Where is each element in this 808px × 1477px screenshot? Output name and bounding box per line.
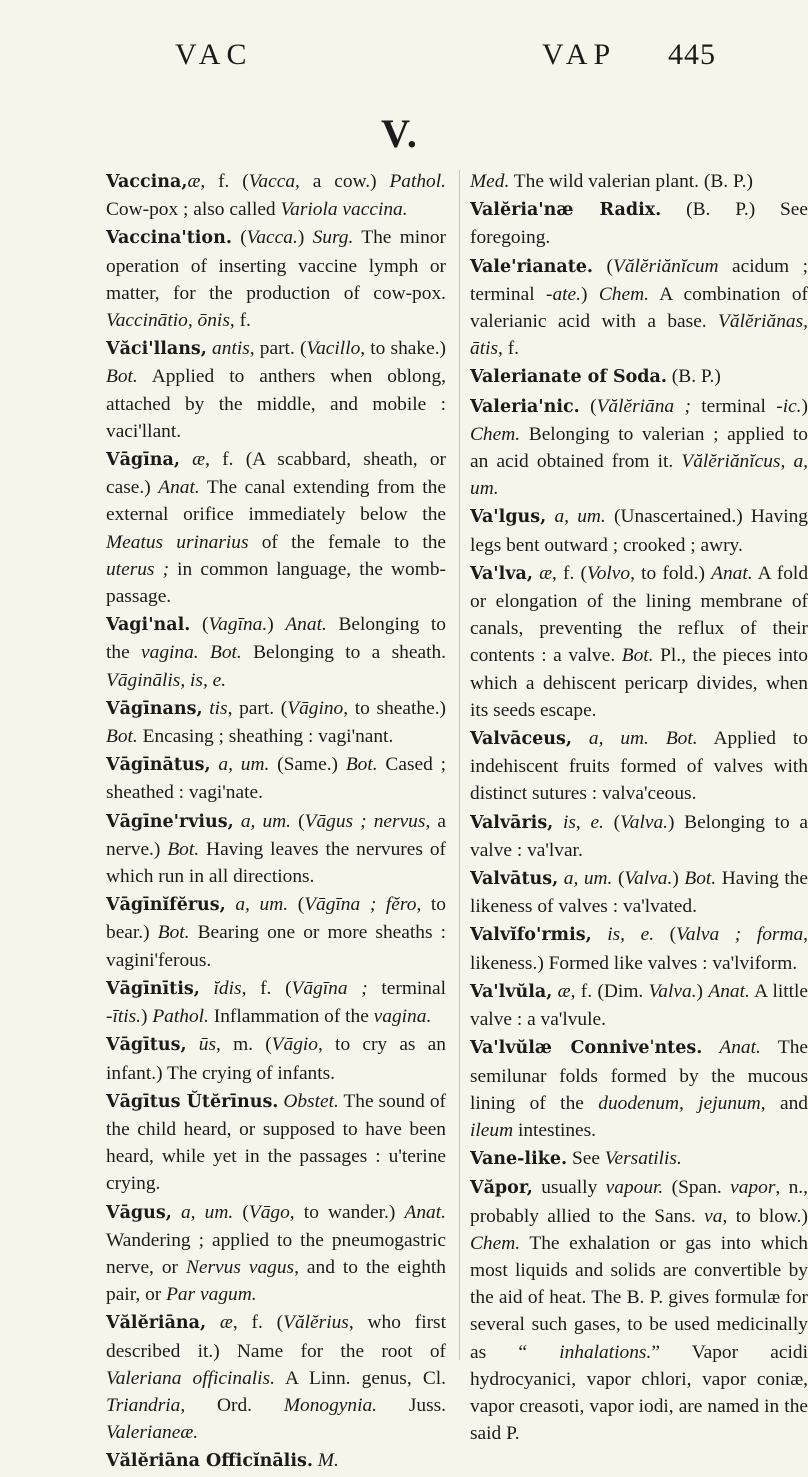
entry-italic-text: ĭdis [199, 977, 242, 999]
dictionary-entry-va-lv-l-connive-ntes [470, 1034, 808, 1144]
dictionary-entry-va-lgus [470, 503, 808, 558]
entry-text: (Same.) [269, 754, 346, 776]
entry-text: ( [579, 395, 597, 417]
entry-text: , m. ( [216, 1034, 272, 1056]
entry-italic-text: -ītis. [106, 1006, 142, 1028]
left-column [106, 168, 446, 1477]
entry-italic-text: a, um. [233, 810, 292, 832]
dictionary-entry-v-por [470, 1174, 808, 1447]
entry-text: (Span. [663, 1177, 731, 1199]
entry-italic-text: Med. [470, 171, 510, 192]
entry-text: ( [233, 1201, 249, 1223]
entry-text: , part. ( [249, 338, 307, 360]
entry-italic-text: Par vagum. [166, 1284, 257, 1306]
entry-italic-text: -ic. [776, 395, 802, 417]
entry-headword: Va'lvŭla, [470, 981, 553, 1002]
entry-headword: Vale'rianate. [470, 256, 594, 277]
entry-italic-text: æ [187, 171, 201, 192]
entry-italic-text: Monogynia. [283, 1394, 378, 1416]
entry-italic-text: a, um. [171, 1201, 234, 1223]
entry-text: , f. ( [552, 562, 587, 584]
entry-text: The wild valerian plant. (B. P.) [509, 171, 753, 192]
running-head [0, 38, 800, 78]
entry-italic-text: Anat. [285, 614, 327, 636]
entry-italic-text: Vāgio [271, 1034, 318, 1056]
entry-italic-text: Surg. [312, 227, 354, 249]
entry-italic-text: vagina. Bot. [141, 642, 242, 664]
entry-text: Inflammation of the [208, 1006, 374, 1028]
entry-headword: Va'lvŭlæ Conniveˈntes. [470, 1038, 703, 1059]
entry-italic-text: Valva. [648, 980, 697, 1002]
entry-italic-text: Bot. [106, 726, 138, 748]
entry-italic-text: Obstet. [278, 1090, 339, 1112]
entry-italic-text: Vacca. [246, 227, 298, 249]
entry-text: , f. (A scabbard, sheath, or case.) [106, 449, 447, 499]
entry-italic-text: Bot. [621, 645, 654, 667]
entry-headword: Valĕria'næ Radix. [470, 200, 662, 221]
entry-headword: Vāgus, [106, 1202, 172, 1223]
entry-text: ( [603, 811, 621, 833]
entry-text: (Unascertained.) Having legs bent outward ; crooked ; awry. [470, 506, 808, 556]
entry-text: ) [696, 980, 709, 1002]
entry-text: , to blow.) [722, 1205, 808, 1227]
entry-text: ) [801, 395, 808, 417]
dictionary-entry-v-g-n-tis [106, 975, 446, 1030]
entry-headword: Vălĕriāna, [106, 1313, 207, 1334]
entry-text: ( [288, 894, 305, 916]
entry-text: Pl., the pieces into which a dehiscent pericarp divides, when its seeds escape. [470, 645, 808, 721]
entry-text: ( [612, 868, 625, 890]
dictionary-entry-vaccina [106, 168, 446, 223]
entry-italic-text: Vāgus ; nervus [304, 810, 426, 832]
entry-italic-text: a, um. [210, 754, 270, 776]
entry-headword: Vāgītus Ŭtĕrīnus. [106, 1091, 279, 1112]
entry-italic-text: Volvo [587, 562, 631, 584]
entry-italic-text: Bot. [345, 754, 378, 776]
entry-text: Applied to anthers when oblong, attached by the middle, and mobile : vaci'llant. [106, 366, 446, 442]
entry-headword: Vāgītus, [106, 1035, 187, 1056]
entry-italic-text: Valva. [620, 811, 668, 833]
entry-italic-text: Vălĕriănĭcum [612, 255, 719, 277]
entry-italic-text: vapour. [605, 1177, 664, 1199]
entry-text: Having leaves the nervures of which run in all directions. [106, 838, 447, 888]
entry-text: , a cow.) [295, 171, 390, 192]
entry-text: Bearing one or more sheaths : vagini'ferous. [106, 922, 446, 971]
dictionary-entry-valerianate-of-soda [470, 363, 808, 391]
entry-italic-text: Anat. [702, 1037, 761, 1059]
entry-text: ( [231, 227, 247, 249]
dictionary-entry-v-g-ne-rvius [106, 808, 446, 891]
dictionary-entry-valv-fo-rmis [470, 921, 808, 976]
right-column [470, 168, 808, 1448]
entry-text: , Ord. [180, 1394, 284, 1416]
entry-text: See [567, 1148, 605, 1170]
entry-italic-text: æ [552, 980, 571, 1002]
entry-text: , to shake.) [360, 338, 446, 360]
entry-text: , f. (Dim. [570, 980, 649, 1002]
entry-italic-text: Vāginālis, is, e. [106, 669, 227, 691]
entry-headword: Vāgīnītis, [106, 978, 200, 999]
dictionary-entry-vale-rianate [470, 253, 808, 363]
dictionary-entry-v-g-tus-t-r-nus [106, 1088, 446, 1198]
entry-text: , a nerve.) [106, 810, 446, 860]
entry-headword: Valvāris, [470, 812, 554, 833]
entry-text: A little valve : a va'lvule. [470, 980, 808, 1031]
entry-headword: Vane-like. [470, 1149, 568, 1170]
entry-italic-text: Triandria [106, 1394, 181, 1416]
entry-text: , f. ( [232, 1312, 284, 1334]
entry-text: ) [141, 1006, 153, 1028]
entry-text: ) [267, 614, 286, 636]
entry-italic-text: Meatus urinarius [106, 531, 249, 553]
entry-italic-text: Pathol. [389, 171, 446, 192]
entry-text: ( [291, 810, 305, 832]
dictionary-entry-val-ria-n-radix [470, 196, 808, 251]
dictionary-entry-va-lv-la [470, 978, 808, 1033]
entry-text: Cased ; sheathed : vagi'nate. [106, 754, 446, 804]
dictionary-entry-va-lva [470, 560, 808, 724]
entry-text: , f. ( [241, 977, 292, 999]
dictionary-entry-v-g-n-f-rus [106, 891, 446, 974]
entry-text: Encasing ; sheathing : vagi'nant. [137, 726, 394, 748]
entry-italic-text: ileum [470, 1119, 514, 1141]
entry-text: (B. P.) See foregoing. [470, 199, 808, 249]
entry-text: , who first described it.) Name for the root of [106, 1312, 446, 1362]
dictionary-entry-valv-ris [470, 809, 808, 864]
entry-italic-text: Variola vaccina. [280, 199, 408, 221]
running-head-center: VAP [542, 38, 617, 71]
entry-italic-text: Vāgīna ; fĕro [304, 894, 417, 916]
entry-headword: Valvāceus, [470, 729, 572, 750]
entry-text: , and [760, 1092, 808, 1114]
entry-text: ) [297, 227, 313, 249]
entry-text: of the female to the [248, 531, 447, 553]
entry-text: ) [580, 283, 599, 305]
entry-text: ( [654, 924, 677, 946]
entry-italic-text: Vălĕriāna ; [596, 395, 691, 417]
entry-text: Juss. [377, 1394, 447, 1416]
entry-italic-text: Anat. [404, 1201, 446, 1223]
dictionary-entry-v-g-nans [106, 695, 446, 750]
entry-italic-text: Vagīna. [208, 614, 268, 636]
entry-headword: Vāgīna, [106, 450, 180, 471]
entry-headword: Vāgīnātus, [106, 755, 211, 776]
entry-text: The semilunar folds formed by the mucous lining of the [470, 1037, 808, 1114]
entry-text: , to cry as an infant.) The crying of infants. [106, 1034, 446, 1084]
entry-italic-text: ūs [186, 1034, 217, 1056]
entry-text: The exhalation or gas into which most liquids and solids are convertible by the aid of heat. The B. P. gives formulæ for several such gases, to be used medicinally as “ [470, 1232, 808, 1363]
entry-text: , to sheathe.) [343, 697, 446, 719]
entry-italic-text: -ate. [545, 283, 581, 305]
entry-text: ) [672, 868, 685, 890]
dictionary-entry-v-g-tus [106, 1031, 446, 1086]
entry-text: Having the likeness of valves : va'lvated. [470, 868, 808, 918]
entry-text: Belonging to a sheath. [241, 642, 446, 664]
entry-italic-text: Anat. [158, 477, 200, 499]
entry-text: ( [190, 614, 209, 636]
entry-italic-text: M. [312, 1450, 339, 1472]
entry-text: terminal [367, 977, 446, 999]
dictionary-entry-continued [470, 168, 808, 195]
entry-italic-text: Vāgino [287, 697, 344, 719]
entry-headword: Vagi'nal. [106, 615, 191, 636]
entry-italic-text: duodenum, jejunum [598, 1092, 761, 1114]
dictionary-entry-v-ci-llans [106, 335, 446, 445]
entry-text: Belonging to valerian ; applied to an acid obtained from it. [470, 423, 808, 473]
entry-text: A combination of valerianic acid with a base. [470, 283, 808, 333]
entry-headword: Valerianate of Soda. [470, 367, 667, 388]
entry-text: , part. ( [227, 697, 288, 719]
entry-text: A Linn. genus, Cl. [274, 1367, 446, 1389]
entry-headword: Valvĭfo'rmis, [470, 925, 592, 946]
entry-headword: Vāgīnans, [106, 698, 203, 719]
entry-italic-text: Vălĕriănas, ātis [470, 311, 808, 360]
entry-italic-text: æ [206, 1312, 233, 1334]
entry-italic-text: Pathol. [152, 1006, 209, 1028]
entry-text: The canal extending from the external orifice immediately below the [106, 477, 446, 526]
entry-italic-text: Vălĕrius [283, 1312, 349, 1334]
entry-italic-text: Valva ; forma [676, 924, 804, 946]
entry-italic-text: inhalations. [559, 1341, 652, 1363]
entry-text: The minor operation of inserting vaccine lymph or matter, for the production of cow-pox. [106, 227, 447, 304]
dictionary-entry-vagi-nal [106, 611, 446, 694]
entry-italic-text: vagina. [373, 1006, 432, 1028]
entry-text: ( [593, 255, 613, 277]
entry-headword: Va'lva, [470, 563, 533, 584]
entry-italic-text: va [704, 1205, 723, 1227]
section-letter-heading: V. [381, 111, 419, 156]
entry-text: , and to the eighth pair, or [106, 1256, 446, 1306]
entry-text: Applied to indehiscent fruits formed of valves with distinct sutures : valva'ceous. [470, 728, 808, 805]
entry-italic-text: Anat. [711, 562, 753, 584]
entry-text: ” Vapor acidi hydrocyanici, vapor chlori, vapor coniæ, vapor creasoti, vapor iodi, are named in the said P. [470, 1341, 808, 1445]
entry-italic-text: Bot. [106, 366, 138, 388]
entry-italic-text: Vacillo [306, 338, 361, 360]
entry-text: The sound of the child heard, or supposed to have been heard, while yet in the passages : u'terine crying. [106, 1090, 446, 1195]
entry-italic-text: Nervus vagus [185, 1256, 295, 1278]
entry-text: intestines. [513, 1119, 597, 1141]
entry-italic-text: tis [202, 697, 228, 719]
entry-headword: Va'lgus, [470, 507, 547, 528]
entry-text: , f. [229, 310, 251, 332]
entry-italic-text: Vāgīna ; [291, 977, 368, 999]
entry-italic-text: is, e. [591, 924, 655, 946]
entry-text: in common language, the womb-passage. [106, 558, 446, 608]
entry-italic-text: Valerianeæ. [106, 1422, 199, 1444]
entry-italic-text: Vacca [248, 171, 296, 192]
entry-text: , to wander.) [289, 1201, 405, 1223]
entry-headword: Vălĕriāna Officĭnālis. [106, 1451, 313, 1472]
entry-text: Belonging to the [106, 614, 446, 664]
entry-italic-text: Bot. [157, 922, 190, 944]
dictionary-entry-valeria-nic [470, 393, 808, 503]
entry-italic-text: Bot. [167, 838, 200, 860]
entry-italic-text: Versatilis. [604, 1148, 682, 1170]
dictionary-entry-v-g-na [106, 446, 446, 610]
entry-text: (B. P.) [666, 366, 721, 388]
entry-italic-text: Bot. [684, 868, 717, 890]
entry-headword: Vaccina'tion. [106, 228, 232, 249]
dictionary-entry-valv-tus [470, 865, 808, 920]
column-divider [459, 170, 460, 1360]
entry-text: , f. ( [200, 171, 249, 192]
running-head-left: VAC [175, 38, 253, 71]
entry-headword: Valvātus, [470, 869, 559, 890]
entry-text: , to bear.) [106, 894, 446, 944]
entry-italic-text: æ [532, 562, 553, 584]
entry-italic-text: Chem. [598, 283, 649, 305]
entry-text: , likeness.) Formed like valves : va'lviform. [470, 924, 808, 974]
entry-text: acidum ; terminal [470, 255, 808, 305]
entry-italic-text: Anat. [708, 980, 750, 1002]
page-number: 445 [668, 38, 716, 71]
entry-italic-text: Valeriana officinalis. [106, 1367, 275, 1389]
entry-italic-text: is, e. [553, 811, 604, 833]
entry-italic-text: uterus ; [106, 558, 170, 580]
entry-text: ) Belonging to a valve : va'lvar. [470, 811, 808, 861]
entry-italic-text: antis [206, 338, 250, 360]
dictionary-entry-vane-like [470, 1145, 808, 1173]
dictionary-entry-v-l-ri-na-offic-n-lis [106, 1447, 446, 1475]
entry-headword: Vāgīnĭfĕrus, [106, 895, 226, 916]
entry-headword: Vaccina, [106, 172, 188, 192]
entry-italic-text: a, um. Bot. [571, 728, 698, 750]
entry-text: Wandering ; applied to the pneumogastric nerve, or [106, 1229, 446, 1278]
entry-headword: Vāgīne'rvius, [106, 811, 234, 832]
dictionary-entry-valv-ceus [470, 725, 808, 808]
entry-text: terminal [690, 395, 777, 417]
entry-italic-text: a, um. [558, 868, 613, 890]
entry-italic-text: vapor [730, 1177, 776, 1199]
entry-italic-text: Valva. [624, 868, 673, 890]
entry-italic-text: a, um. [546, 506, 606, 528]
dictionary-entry-vaccina-tion [106, 224, 446, 334]
entry-text: , to fold.) [630, 562, 712, 584]
entry-italic-text: Vălĕriănĭcus, a, um. [470, 451, 808, 500]
entry-italic-text: Vāgo [248, 1201, 290, 1223]
entry-text: A fold or elongation of the lining membrane of canals, preventing the reflux of their contents : a valve. [470, 562, 808, 667]
entry-text: , f. [498, 338, 520, 360]
entry-text: Cow-pox ; also called [106, 199, 281, 221]
entry-italic-text: Vaccinātio, ōnis [106, 310, 230, 332]
entry-italic-text: æ [179, 449, 206, 471]
dictionary-entry-v-gus [106, 1199, 446, 1309]
entry-italic-text: Chem. [470, 1232, 521, 1254]
dictionary-entry-v-g-n-tus [106, 751, 446, 806]
dictionary-entry-v-l-ri-na [106, 1309, 446, 1446]
entry-italic-text: Chem. [470, 423, 521, 445]
entry-headword: Văci'llans, [106, 339, 207, 360]
entry-text: usually [532, 1177, 606, 1199]
entry-headword: Valeria'nic. [470, 396, 580, 417]
entry-text: , n., probably allied to the Sans. [470, 1177, 808, 1227]
entry-headword: Văpor, [470, 1178, 533, 1199]
entry-italic-text: a, um. [225, 894, 289, 916]
